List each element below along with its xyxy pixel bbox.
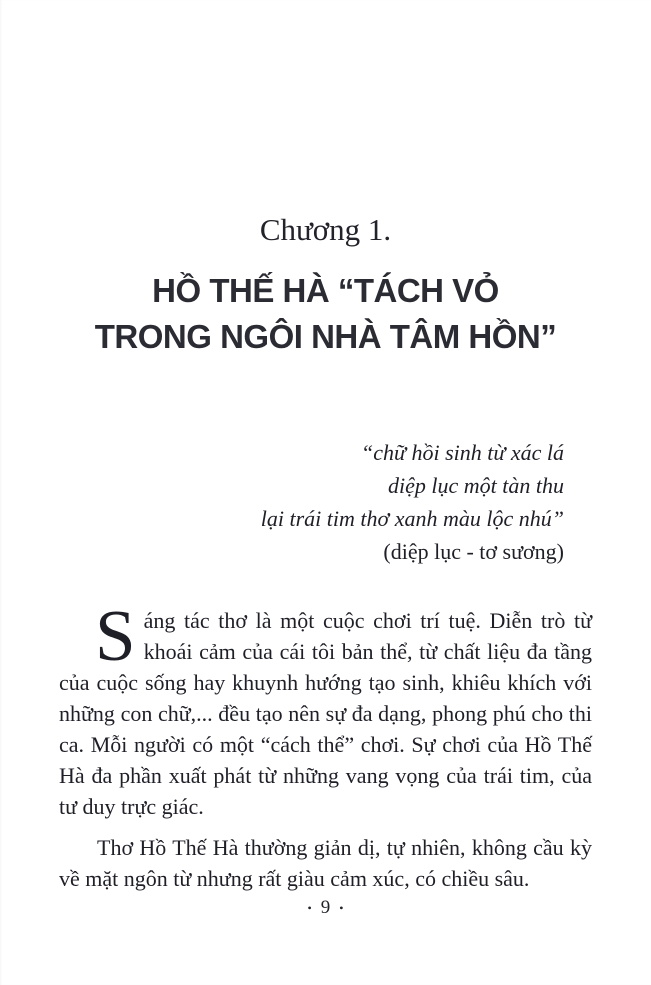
chapter-title bbox=[0, 268, 651, 360]
epigraph bbox=[261, 436, 564, 568]
chapter-title-line-1: HỒ THẾ HÀ “TÁCH VỎ bbox=[152, 272, 499, 309]
chapter-label: Chương 1. bbox=[259, 212, 392, 247]
dropcap: S bbox=[95, 595, 136, 676]
paragraph-1-text: áng tác thơ là một cuộc chơi trí tuệ. Diễn trò từ khoái cảm của cái tôi bản thể, từ chất liệu đa tầng của cuộc sống hay khuynh hướng tạo sinh, khiêu khích với những con chữ,... đều tạo nên sự đa dạng, phong phú cho thi ca. Mỗi người có một “cách thể” chơi. Sự chơi của Hồ Thế Hà đa phần xuất phát từ những vang vọng của trái tim, của tư duy trực giác. bbox=[59, 608, 592, 819]
paragraph-2-text: Thơ Hồ Thế Hà thường giản dị, tự nhiên, không cầu kỳ về mặt ngôn từ nhưng rất giàu cảm xúc, có chiều sâu. bbox=[59, 835, 592, 891]
page-number: 9 bbox=[320, 897, 331, 918]
epigraph-line-1: “chữ hồi sinh từ xác lá bbox=[360, 440, 564, 465]
epigraph-line-2: diệp lục một tàn thu bbox=[388, 473, 564, 498]
page-footer bbox=[0, 898, 651, 917]
epigraph-line-3: lại trái tim thơ xanh màu lộc nhú” bbox=[260, 506, 564, 531]
folio-ornament-left: • bbox=[307, 900, 312, 915]
body-text bbox=[59, 595, 592, 894]
epigraph-citation: (diệp lục - tơ sương) bbox=[383, 539, 564, 564]
folio-ornament-right: • bbox=[339, 900, 344, 915]
chapter-title-line-2: TRONG NGÔI NHÀ TÂM HỒN” bbox=[94, 318, 557, 355]
paragraph-1 bbox=[59, 595, 592, 822]
paragraph-2 bbox=[59, 832, 592, 894]
